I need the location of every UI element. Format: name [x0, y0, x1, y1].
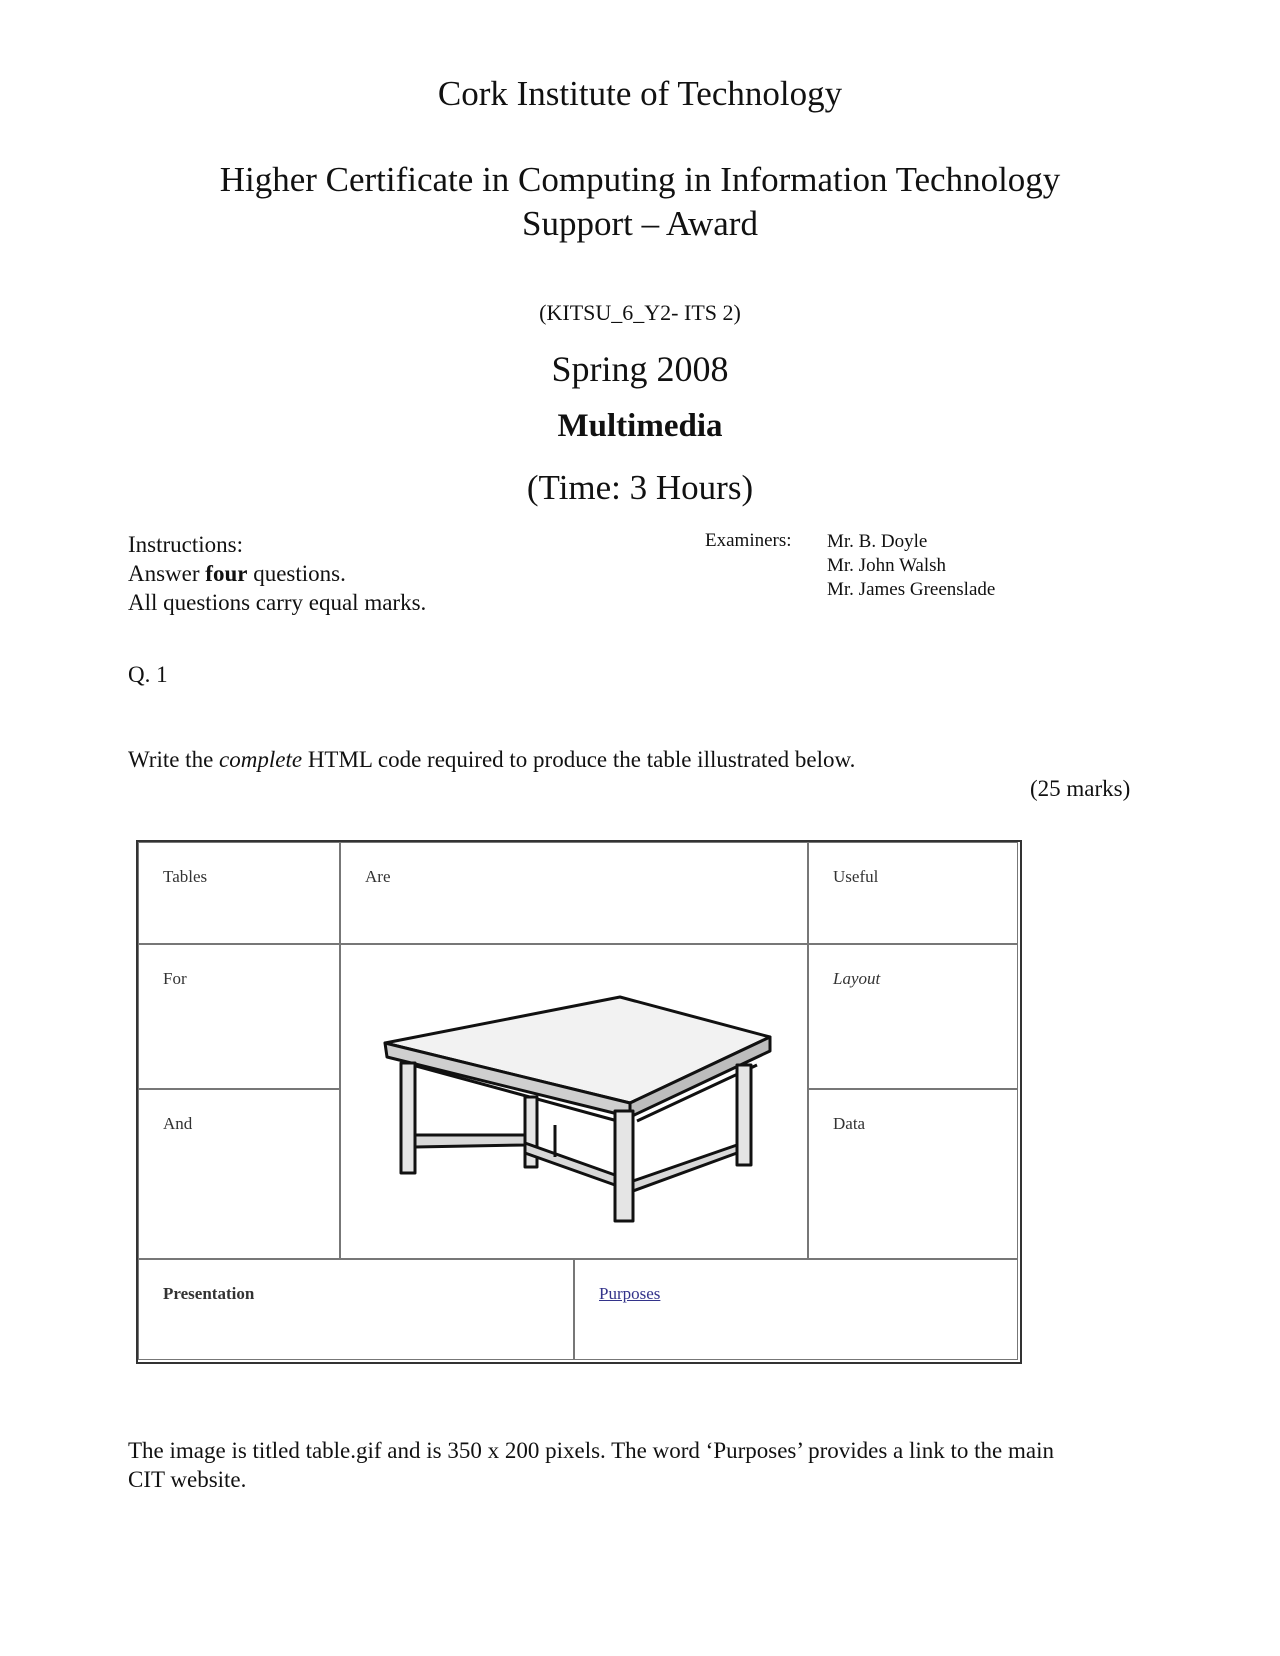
examiners-label: Examiners:	[705, 530, 792, 551]
instructions-line1	[128, 559, 426, 588]
exam-subject: Multimedia	[557, 408, 723, 444]
instructions-line1-bold: four	[205, 561, 248, 586]
cell-for	[138, 944, 340, 1089]
instructions-line1-pre: Answer	[128, 561, 206, 586]
course-title-line1: Higher Certificate in Computing in Information Technology	[219, 160, 1061, 199]
purposes-link[interactable]: Purposes	[599, 1284, 661, 1303]
cell-data	[808, 1089, 1018, 1259]
image-note	[128, 1436, 1178, 1494]
examiner-name: Mr. James Greenslade	[827, 579, 996, 600]
instructions-title: Instructions:	[128, 532, 243, 557]
cell-image	[340, 944, 808, 1259]
question-text-italic: complete	[219, 747, 303, 772]
question-text	[128, 747, 855, 773]
cell-are-text: Are	[365, 867, 391, 886]
cell-and	[138, 1089, 340, 1259]
cell-tables	[138, 842, 340, 944]
cell-data-text: Data	[833, 1114, 866, 1133]
question-number: Q. 1	[128, 662, 168, 687]
question-text-pre: Write the	[128, 747, 220, 772]
cell-useful-text: Useful	[833, 867, 879, 886]
illustrated-table	[136, 840, 1022, 1364]
question-marks: (25 marks)	[1030, 776, 1131, 801]
cell-tables-text: Tables	[163, 867, 208, 886]
table-furniture-icon	[375, 985, 775, 1225]
cell-layout-text: Layout	[833, 969, 881, 988]
cell-for-text: For	[163, 969, 187, 988]
note-line1: The image is titled table.gif and is 350 x 200 pixels. The word ‘Purposes’ provides a link to the main	[128, 1438, 1055, 1463]
institute-name: Cork Institute of Technology	[437, 74, 843, 113]
cell-and-text: And	[163, 1114, 193, 1133]
course-title-line2: Support – Award	[522, 204, 758, 243]
examiner-name: Mr. B. Doyle	[827, 531, 928, 552]
cell-useful	[808, 842, 1018, 944]
instructions-line1-post: questions.	[247, 561, 346, 586]
cell-presentation-text: Presentation	[163, 1284, 255, 1303]
exam-term: Spring 2008	[551, 349, 729, 389]
exam-duration: (Time: 3 Hours)	[526, 468, 754, 507]
cell-purposes	[574, 1259, 1018, 1360]
instructions-block	[128, 530, 426, 617]
question-text-post: HTML code required to produce the table illustrated below.	[302, 747, 856, 772]
note-line2: CIT website.	[128, 1467, 247, 1492]
course-code: (KITSU_6_Y2- ITS 2)	[539, 300, 741, 325]
examiners-list	[827, 530, 995, 602]
cell-are	[340, 842, 808, 944]
examiner-name: Mr. John Walsh	[827, 555, 946, 576]
cell-presentation	[138, 1259, 574, 1360]
cell-layout	[808, 944, 1018, 1089]
instructions-line2: All questions carry equal marks.	[128, 590, 427, 615]
